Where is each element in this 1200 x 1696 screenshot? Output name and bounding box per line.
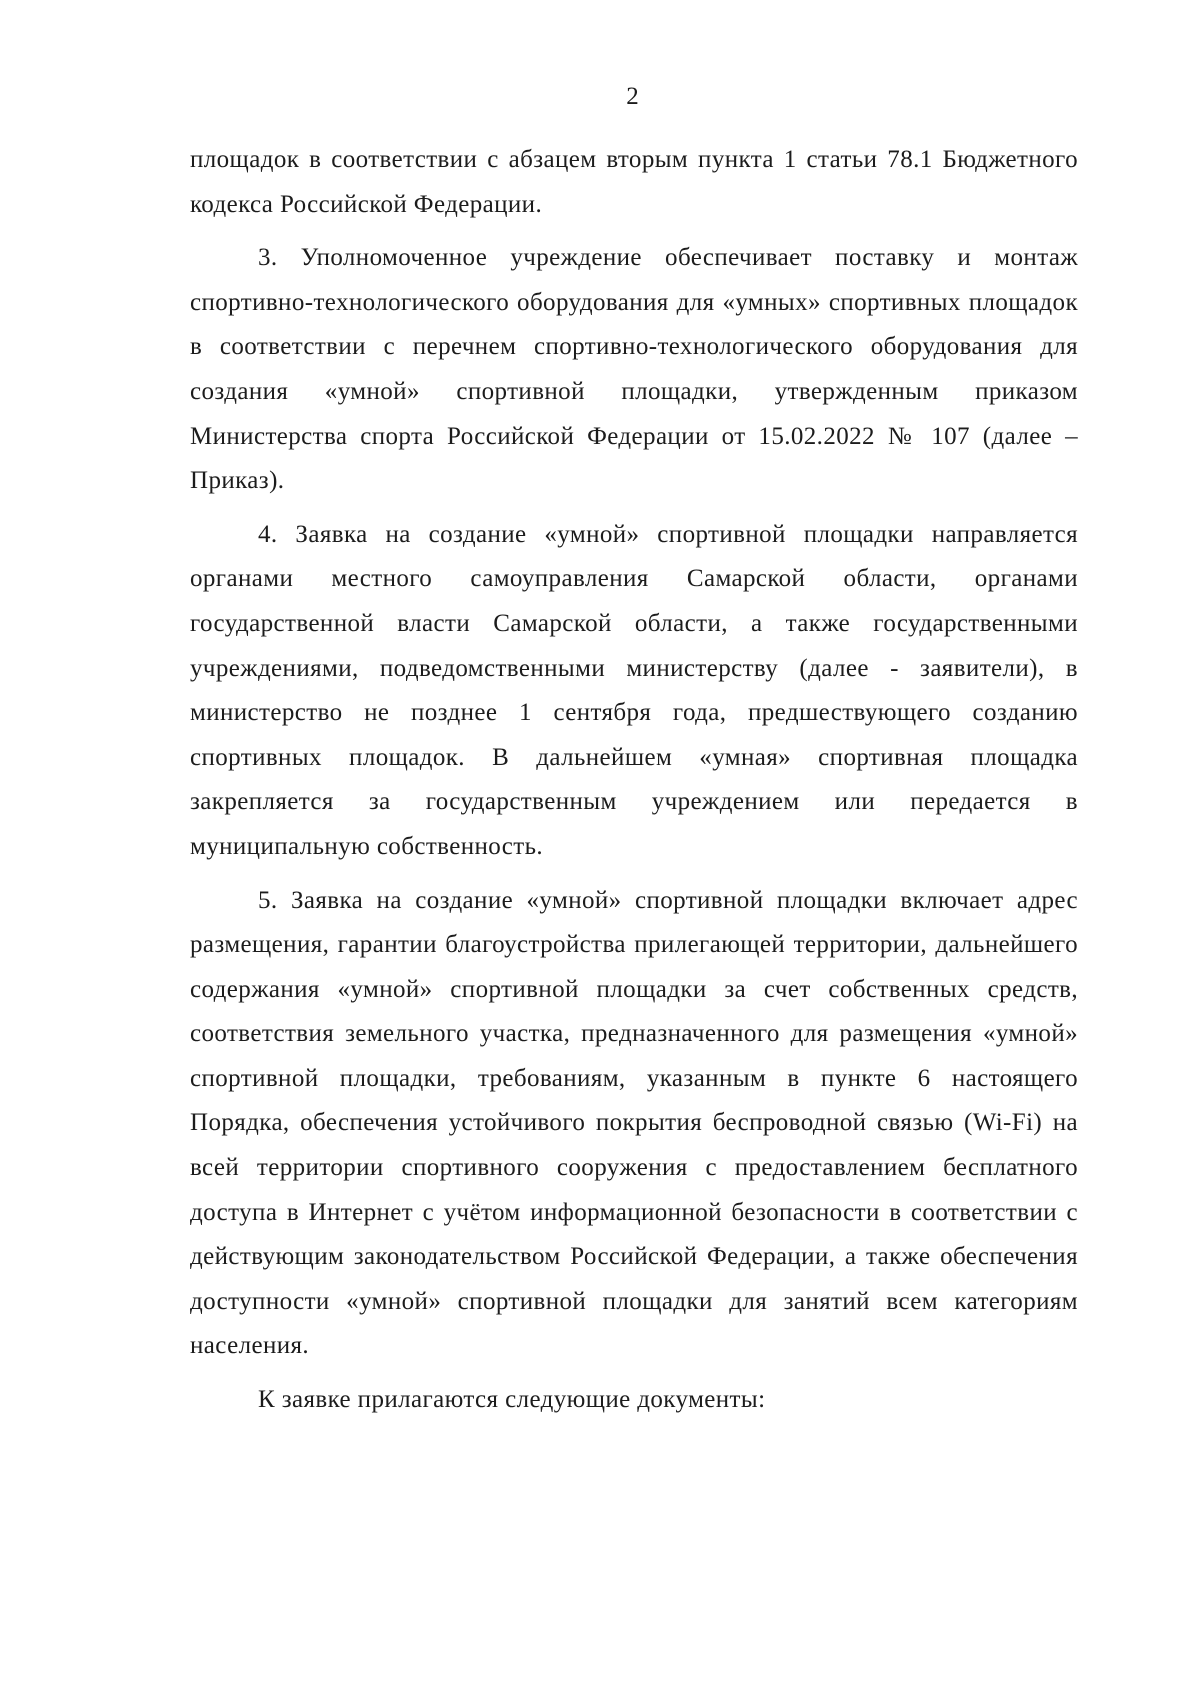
document-body <box>190 138 1078 1432</box>
paragraph-item-3: 3. Уполномоченное учреждение обеспечивает поставку и монтаж спортивно-технологического оборудования для «умных» спортивных площадок в соответствии с перечнем спортивно-технологического оборудования для создания «умной» спортивной площадки, утвержденным приказом Министерства спорта Российской Федерации от 15.02.2022 № 107 (далее – Приказ). <box>190 244 1078 495</box>
paragraph-attachments-intro: К заявке прилагаются следующие документы: <box>258 1386 766 1414</box>
paragraph-continuation: площадок в соответствии с абзацем вторым пункта 1 статьи 78.1 Бюджетного кодекса Российской Федерации. <box>190 146 1078 218</box>
paragraph-item-5: 5. Заявка на создание «умной» спортивной площадки включает адрес размещения, гарантии благоустройства прилегающей территории, дальнейшего содержания «умной» спортивной площадки за счет собственных средств, соответствия земельного участка, предназначенного для размещения «умной» спортивной площадки, требованиям, указанным в пункте 6 настоящего Порядка, обеспечения устойчивого покрытия беспроводной связью (Wi-Fi) на всей территории спортивного сооружения с предоставлением бесплатного доступа в Интернет с учётом информационной безопасности в соответствии с действующим законодательством Российской Федерации, а также обеспечения доступности «умной» спортивной площадки для занятий всем категориям населения. <box>190 886 1078 1360</box>
page-number: 2 <box>626 83 639 110</box>
paragraph-item-4: 4. Заявка на создание «умной» спортивной площадки направляется органами местного самоуправления Самарской области, органами государственной власти Самарской области, а также государственными учреждениями, подведомственными министерству (далее - заявители), в министерство не позднее 1 сентября года, предшествующего созданию спортивных площадок. В дальнейшем «умная» спортивная площадка закрепляется за государственным учреждением или передается в муниципальную собственность. <box>190 520 1078 860</box>
